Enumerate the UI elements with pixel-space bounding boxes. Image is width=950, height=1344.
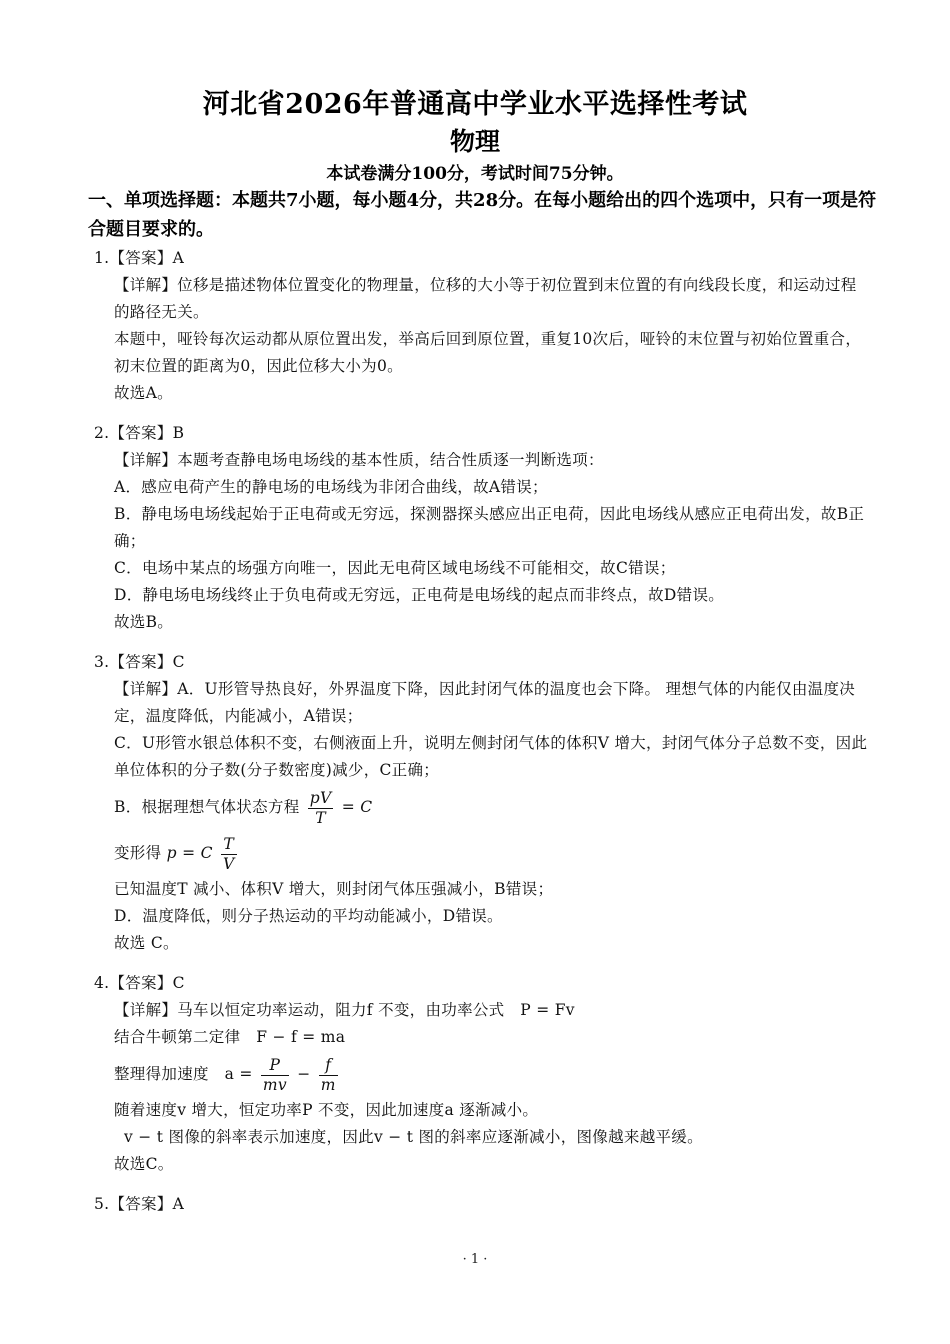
question-5 (94, 1191, 869, 1218)
state-equation-fraction (308, 789, 334, 828)
state-equation-numerator: pV (309, 788, 332, 807)
exam-info: 本试卷满分100分，考试时间75分钟。 (326, 164, 624, 184)
acceleration-fraction-1-numerator: P (261, 1056, 289, 1076)
pressure-equation-denominator: V (223, 854, 235, 873)
question-4 (94, 970, 869, 1178)
question-2-option-a: A．感应电荷产生的静电场的电场线为非闭合曲线，故A错误； (114, 478, 548, 496)
question-4-power: 【详解】马车以恒定功率运动，阻力f 不变，由功率公式 P = Fv (114, 1001, 575, 1019)
question-4-choice: 故选C。 (114, 1155, 174, 1173)
pressure-equation-left: p = C (166, 844, 213, 862)
question-3-option-d: D．温度降低，则分子热运动的平均动能减小，D错误。 (114, 907, 503, 925)
question-3-answer: 3.【答案】C (94, 653, 185, 671)
question-2-option-d: D．静电场电场线终止于负电荷或无穷远，正电荷是电场线的起点而非终点，故D错误。 (114, 586, 725, 604)
question-2 (94, 420, 869, 636)
question-3 (94, 649, 869, 957)
state-equation-denominator: T (315, 808, 326, 827)
question-1-answer: 1.【答案】A (94, 249, 185, 267)
question-3-eq2-prefix: 变形得 (114, 844, 162, 862)
question-2-detail: 【详解】本题考查静电场电场线的基本性质，结合性质逐一判断选项： (114, 451, 604, 469)
pressure-equation-fraction (221, 835, 237, 874)
acceleration-fraction-2-numerator: f (319, 1056, 338, 1076)
acceleration-minus: − (297, 1065, 311, 1083)
pressure-equation-numerator: T (221, 835, 237, 855)
question-3-choice: 故选 C。 (114, 934, 179, 952)
question-4-acceleration (114, 1051, 869, 1097)
question-3-option-b (114, 784, 869, 830)
answer-content (94, 245, 869, 1218)
question-4-answer: 4.【答案】C (94, 974, 185, 992)
question-2-choice: 故选B。 (114, 613, 174, 631)
question-1-choice: 故选A。 (114, 384, 173, 402)
acceleration-fraction-2 (319, 1056, 338, 1095)
question-3-option-c: C．U形管水银总体积不变，右侧液面上升，说明左侧封闭气体的体积V 增大，封闭气体分子总数不变，因此单位体积的分子数(分子数密度)减少，C正确； (114, 734, 868, 779)
acceleration-fraction-2-denominator: m (320, 1075, 336, 1094)
question-1-detail: 【详解】位移是描述物体位置变化的物理量，位移的大小等于初位置到末位置的有向线段长度，和运动过程的路径无关。 (114, 276, 857, 321)
subject-title: 物理 (449, 127, 500, 156)
question-3-option-a: 【详解】A．U形管导热良好，外界温度下降，因此封闭气体的温度也会下降。 理想气体的内能仅由温度决定，温度降低，内能减小，A错误； (114, 680, 856, 725)
question-2-option-c: C．电场中某点的场强方向唯一，因此无电荷区域电场线不可能相交，故C错误； (114, 559, 676, 577)
question-5-answer: 5.【答案】A (94, 1195, 185, 1213)
question-3-eq1-prefix: B．根据理想气体状态方程 (114, 798, 300, 816)
question-4-newton: 结合牛顿第二定律 F − f = ma (114, 1028, 346, 1046)
question-2-option-b: B．静电场电场线起始于正电荷或无穷远，探测器探头感应出正电荷，因此电场线从感应正电荷出发，故B正确； (114, 505, 865, 550)
question-4-graph: v − t 图像的斜率表示加速度，因此v − t 图的斜率应逐渐减小，图像越来越平缓。 (124, 1128, 703, 1146)
state-equation-rhs: = C (341, 798, 373, 816)
question-3-transform (114, 830, 869, 876)
acceleration-prefix: 整理得加速度 a = (114, 1065, 253, 1083)
question-2-answer: 2.【答案】B (94, 424, 185, 442)
acceleration-fraction-1 (261, 1056, 289, 1095)
question-1-analysis: 本题中，哑铃每次运动都从原位置出发，举高后回到原位置，重复10次后，哑铃的末位置与初始位置重合，初末位置的距离为0，因此位移大小为0。 (114, 330, 862, 375)
question-3-conclusion-b: 已知温度T 减小、体积V 增大，则封闭气体压强减小，B错误； (114, 880, 554, 898)
exam-title: 河北省2026年普通高中学业水平选择性考试 (202, 89, 748, 120)
section-heading: 一、单项选择题：本题共7小题，每小题4分，共28分。在每小题给出的四个选项中，只有一项是符合题目要求的。 (88, 190, 877, 240)
acceleration-fraction-1-denominator: mv (262, 1075, 287, 1094)
page-number: · 1 · (462, 1252, 488, 1267)
question-1 (94, 245, 869, 407)
question-4-velocity: 随着速度v 增大，恒定功率P 不变，因此加速度a 逐渐减小。 (114, 1101, 539, 1119)
